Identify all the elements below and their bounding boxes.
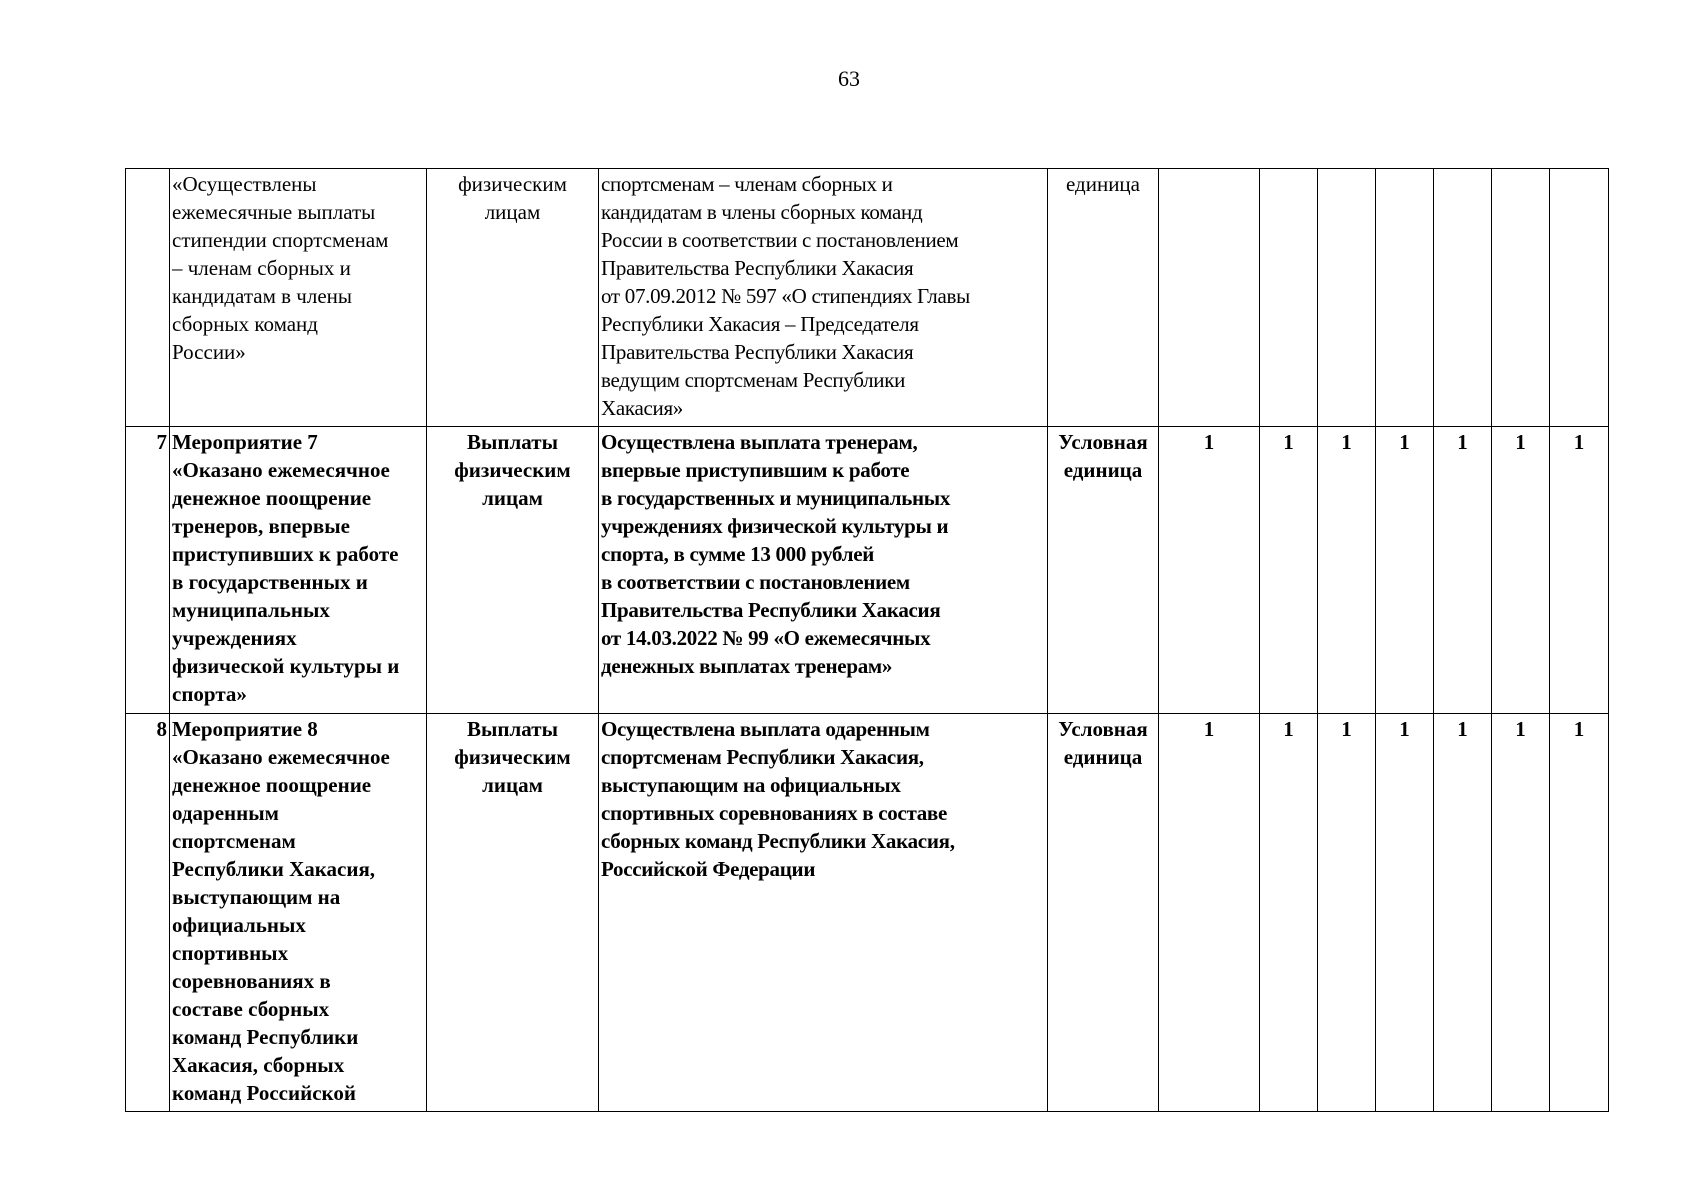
value-cell: 1 — [1318, 427, 1376, 714]
value-cell: 1 — [1434, 714, 1492, 1112]
row-number — [126, 169, 170, 427]
value-cell: 1 — [1159, 714, 1260, 1112]
value-cell: 1 — [1550, 427, 1609, 714]
value-cell — [1318, 169, 1376, 427]
row-number: 7 — [126, 427, 170, 714]
page-number: 63 — [838, 66, 860, 91]
value-cell — [1550, 169, 1609, 427]
value-cell — [1159, 169, 1260, 427]
unit: единица — [1048, 169, 1159, 427]
event-result: Осуществлена выплата одаренным спортсменам Республики Хакасия, выступающим на официальных спортивных соревнованиях в составе сборных команд Республики Хакасия, Российской Федерации — [599, 714, 1048, 1112]
value-cell: 1 — [1376, 714, 1434, 1112]
value-cell: 1 — [1260, 427, 1318, 714]
value-cell: 1 — [1492, 714, 1550, 1112]
table-row — [126, 427, 1609, 714]
value-cell — [1260, 169, 1318, 427]
event-result: Осуществлена выплата тренерам, впервые приступившим к работе в государственных и муниципальных учреждениях физической культуры и спорта, в сумме 13 000 рублей в соответствии с постановлением Правительства Республики Хакасия от 14.03.2022 № 99 «О ежемесячных денежных выплатах тренерам» — [599, 427, 1048, 714]
event-type: Выплаты физическим лицам — [427, 427, 599, 714]
event-type: физическим лицам — [427, 169, 599, 427]
event-type: Выплаты физическим лицам — [427, 714, 599, 1112]
value-cell — [1376, 169, 1434, 427]
value-cell — [1434, 169, 1492, 427]
value-cell: 1 — [1434, 427, 1492, 714]
value-cell: 1 — [1550, 714, 1609, 1112]
value-cell: 1 — [1492, 427, 1550, 714]
event-name: Мероприятие 7 «Оказано ежемесячное денежное поощрение тренеров, впервые приступивших к работе в государственных и муниципальных учреждениях физической культуры и спорта» — [170, 427, 427, 714]
event-result: спортсменам – членам сборных и кандидатам в члены сборных команд России в соответствии с постановлением Правительства Республики Хакасия от 07.09.2012 № 597 «О стипендиях Главы Республики Хакасия – Председателя Правительства Республики Хакасия ведущим спортсменам Республики Хакасия» — [599, 169, 1048, 427]
event-name: Мероприятие 8 «Оказано ежемесячное денежное поощрение одаренным спортсменам Республики Хакасия, выступающим на официальных спортивных соревнованиях в составе сборных команд Республики Хакасия, сборных команд Российской — [170, 714, 427, 1112]
value-cell: 1 — [1260, 714, 1318, 1112]
value-cell — [1492, 169, 1550, 427]
program-table — [125, 168, 1609, 1112]
table-row — [126, 169, 1609, 427]
event-name: «Осуществлены ежемесячные выплаты стипендии спортсменам – членам сборных и кандидатам в члены сборных команд России» — [170, 169, 427, 427]
value-cell: 1 — [1318, 714, 1376, 1112]
unit: Условная единица — [1048, 427, 1159, 714]
unit: Условная единица — [1048, 714, 1159, 1112]
table-row — [126, 714, 1609, 1112]
value-cell: 1 — [1376, 427, 1434, 714]
row-number: 8 — [126, 714, 170, 1112]
value-cell: 1 — [1159, 427, 1260, 714]
